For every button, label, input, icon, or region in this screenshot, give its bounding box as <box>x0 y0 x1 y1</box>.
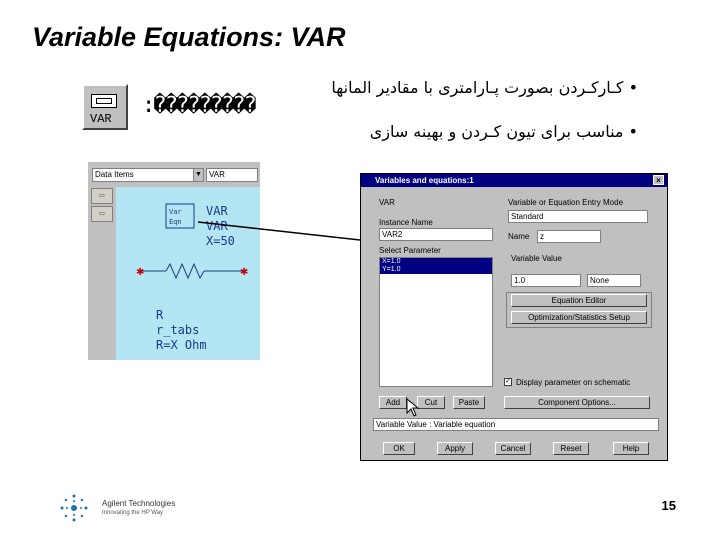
garbled-text: :��������� <box>142 93 255 118</box>
optimization-setup-button[interactable]: Optimization/Statistics Setup <box>511 311 647 324</box>
cancel-button[interactable]: Cancel <box>495 442 531 455</box>
svg-text:Var: Var <box>169 208 182 216</box>
paste-button[interactable]: Paste <box>453 396 485 409</box>
help-button[interactable]: Help <box>613 442 649 455</box>
chevron-down-icon[interactable]: ▼ <box>193 169 203 181</box>
var-text-2: VAR <box>206 219 228 233</box>
res-text-3: R=X Ohm <box>156 338 207 352</box>
svg-text:✱: ✱ <box>240 267 249 278</box>
name-label: Name <box>508 232 530 241</box>
component-name: VAR <box>379 198 395 207</box>
component-combo-value: VAR <box>209 170 225 179</box>
component-options-button[interactable]: Component Options... <box>504 396 650 409</box>
brand-tagline: Innovating the HP Way <box>102 510 164 516</box>
svg-text:Eqn: Eqn <box>169 218 182 226</box>
var-text-1: VAR <box>206 204 228 218</box>
name-input[interactable]: z <box>537 230 601 243</box>
list-item[interactable]: Y=1.0 <box>380 266 492 274</box>
close-icon[interactable]: × <box>653 175 664 185</box>
instance-name-input[interactable]: VAR2 <box>379 228 493 241</box>
page-number: 15 <box>661 498 676 513</box>
var-eqn-palette-icon[interactable]: ▭ <box>91 188 113 204</box>
param-palette-icon[interactable]: ▭ <box>91 206 113 222</box>
apply-button[interactable]: Apply <box>437 442 473 455</box>
status-field: Variable Value : Variable equation <box>373 418 659 431</box>
cut-button[interactable]: Cut <box>417 396 445 409</box>
slide-title: Variable Equations: VAR <box>32 22 346 52</box>
unit-select[interactable]: None <box>587 274 641 287</box>
entry-mode-label: Variable or Equation Entry Mode <box>508 198 624 207</box>
display-label: Display parameter on schematic <box>516 378 631 387</box>
variable-value-label: Variable Value <box>511 254 562 263</box>
dialog-titlebar[interactable] <box>361 174 667 187</box>
equation-editor-button[interactable]: Equation Editor <box>511 294 647 307</box>
mouse-cursor-icon <box>406 398 420 418</box>
add-button[interactable]: Add <box>379 396 407 409</box>
reset-button[interactable]: Reset <box>553 442 589 455</box>
entry-mode-value: Standard <box>511 212 544 221</box>
brand-name: Agilent Technologies <box>102 499 176 508</box>
svg-text:✱: ✱ <box>136 267 145 278</box>
dialog-title: Variables and equations:1 <box>375 176 474 185</box>
palette-combo-value: Data Items <box>95 170 134 179</box>
parameter-list[interactable] <box>379 257 493 387</box>
display-checkbox[interactable]: ✓ <box>505 378 511 385</box>
agilent-logo-icon <box>54 488 94 528</box>
ok-button[interactable]: OK <box>383 442 415 455</box>
res-text-2: r_tabs <box>156 323 200 337</box>
select-parameter-label: Select Parameter <box>379 246 441 255</box>
res-text-1: R <box>156 308 164 322</box>
bullet-usage: • کـارکـردن بصورت پـارامتری با مقادیر المانها <box>331 78 638 97</box>
bullet-tuning: • مناسب برای تیون کـردن و بهینه سازی <box>369 122 638 141</box>
instance-name-label: Instance Name <box>379 218 433 227</box>
var-text-3: X=50 <box>206 234 235 248</box>
variable-value-input[interactable]: 1.0 <box>511 274 581 287</box>
var-button-label: VAR <box>90 112 112 126</box>
entry-mode-select[interactable] <box>508 210 648 223</box>
list-item[interactable]: X=1.0 <box>380 258 492 266</box>
